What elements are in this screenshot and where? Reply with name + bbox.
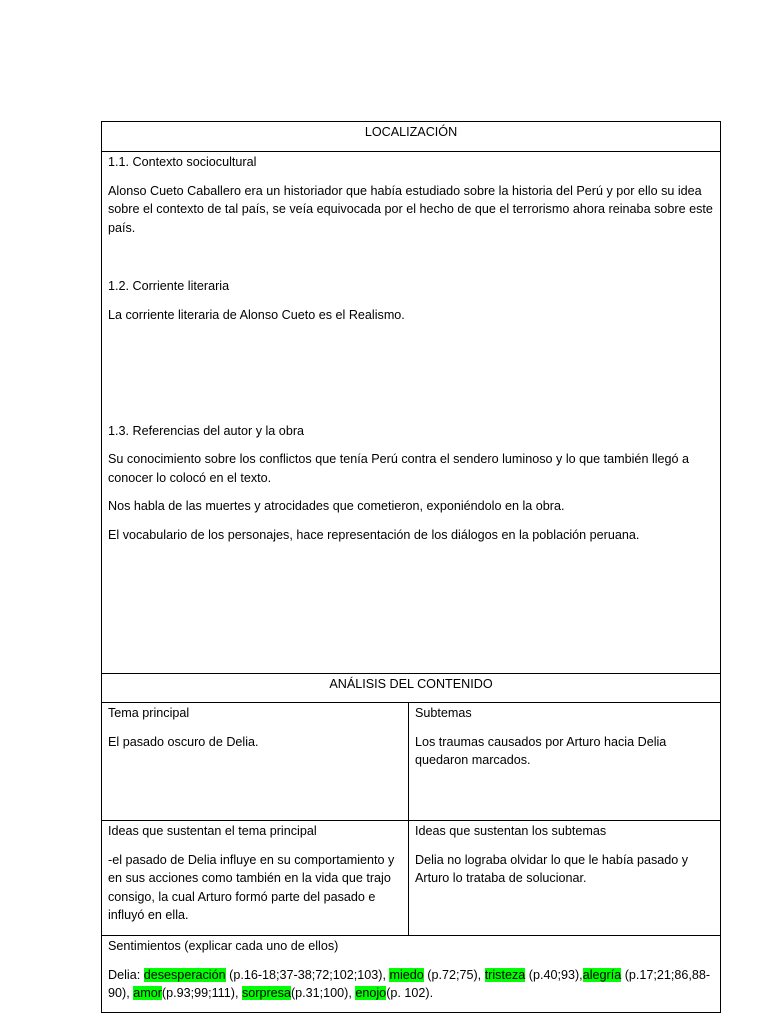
highlight-tristeza: tristeza [484, 967, 526, 982]
ideas-subtemas-text: Delia no lograba olvidar lo que le había pasado y Arturo lo trataba de solucionar. [415, 852, 689, 886]
tema-principal-title: Tema principal [108, 706, 190, 720]
sentimientos-lead: Delia: [108, 967, 144, 982]
ideas-row [102, 820, 720, 935]
subtemas-title: Subtemas [415, 706, 472, 720]
highlight-amor: amor [133, 986, 162, 1001]
tema-row [102, 702, 720, 820]
subtemas-text: Los traumas causados por Arturo hacia Delia quedaron marcados. [415, 734, 667, 768]
localizacion-section [102, 151, 720, 673]
localizacion-header [102, 122, 720, 151]
section-1-1-title: 1.1. Contexto sociocultural [108, 155, 257, 169]
sentimientos-title: Sentimientos (explicar cada uno de ellos) [108, 939, 339, 953]
highlight-miedo: miedo [389, 967, 424, 982]
section-1-3-title: 1.3. Referencias del autor y la obra [108, 423, 305, 438]
localizacion-header-text: LOCALIZACIÓN [364, 125, 458, 139]
ideas-tema-cell [102, 821, 409, 935]
ref-enojo: (p. 102). [386, 986, 434, 1001]
ref-sorpresa: (p.31;100), [290, 986, 356, 1001]
section-1-3-text-3: El vocabulario de los personajes, hace representación de los diálogos en la población peruana. [108, 527, 640, 542]
section-1-2-title: 1.2. Corriente literaria [108, 279, 230, 294]
ref-alegria: (p.17;21;86,88-90), [108, 967, 711, 1001]
section-1-2-text: La corriente literaria de Alonso Cueto es el Realismo. [108, 307, 405, 322]
ideas-subtemas-title: Ideas que sustentan los subtemas [415, 824, 607, 838]
highlight-enojo: enojo [355, 986, 387, 1001]
section-1-3-text-1: Su conocimiento sobre los conflictos que tenía Perú contra el sendero luminoso y lo que también llegó a conocer lo colocó en el texto. [108, 452, 690, 485]
highlight-sorpresa: sorpresa [241, 986, 291, 1001]
section-1-1-text: Alonso Cueto Caballero era un historiador que había estudiado sobre la historia del Perú y por ello su idea sobre el contexto de tal país, se veía equivocada por el hecho de que el terrorismo ahora reinaba sobre este país. [108, 183, 713, 235]
analisis-header-text: ANÁLISIS DEL CONTENIDO [329, 677, 493, 691]
ref-miedo: (p.72;75), [423, 967, 485, 982]
ref-desesperacion: (p.16-18;37-38;72;102;103), [225, 967, 390, 982]
ideas-tema-text: -el pasado de Delia influye en su comportamiento y en sus acciones como también en la vida que trajo consigo, la cual Arturo formó parte del pasado e influyó en ella. [108, 852, 395, 923]
section-1-3-text-2: Nos habla de las muertes y atrocidades que cometieron, exponiéndolo en la obra. [108, 499, 565, 514]
sentimientos-text [108, 966, 714, 1003]
highlight-desesperacion: desesperación [143, 967, 226, 982]
ideas-tema-title: Ideas que sustentan el tema principal [108, 824, 317, 838]
analysis-table [101, 121, 721, 1013]
ideas-subtemas-cell [409, 821, 720, 935]
tema-principal-cell [102, 703, 409, 820]
sentimientos-section [102, 935, 720, 1012]
ref-tristeza: (p.40;93), [525, 967, 583, 982]
highlight-alegria: alegría [582, 967, 622, 982]
ref-amor: (p.93;99;111), [161, 986, 242, 1001]
analisis-header [102, 673, 720, 702]
tema-principal-text: El pasado oscuro de Delia. [108, 734, 259, 749]
subtemas-cell [409, 703, 720, 820]
